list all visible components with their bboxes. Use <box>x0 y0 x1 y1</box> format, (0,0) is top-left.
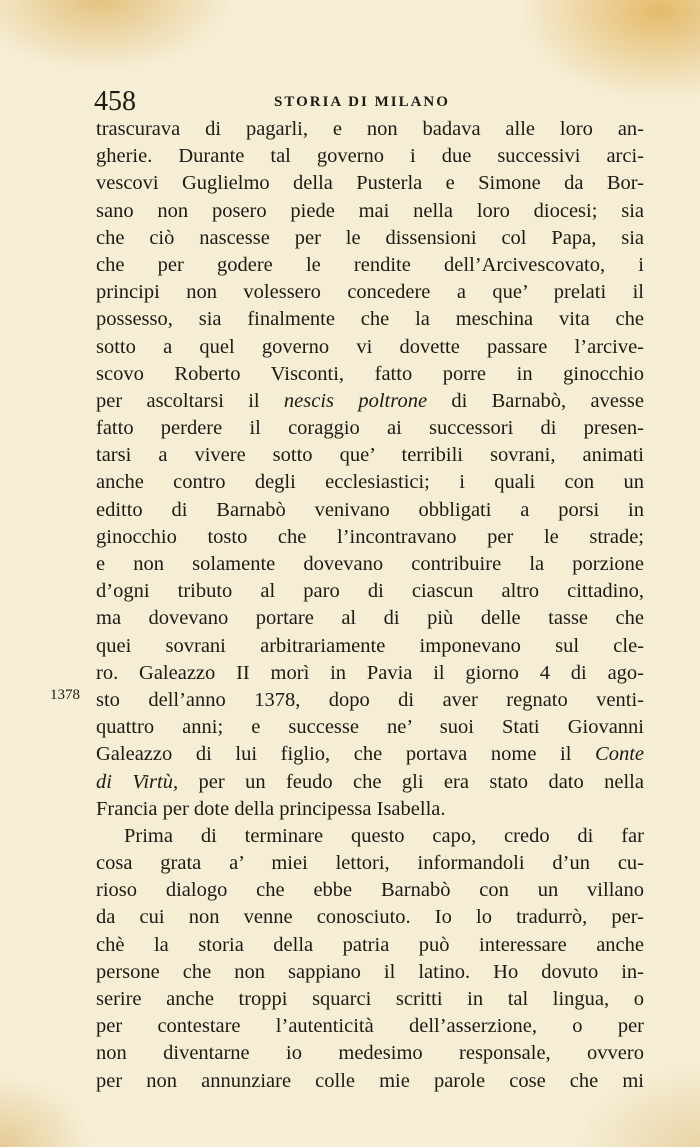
running-title: STORIA DI MILANO <box>274 94 450 110</box>
text-line <box>96 932 644 959</box>
text-line <box>96 551 644 578</box>
text-segment: cosa grata a’ miei lettori, informandoli d’un cu- <box>96 852 644 875</box>
italic-text: nescis poltrone <box>283 389 428 412</box>
text-line <box>96 497 644 524</box>
text-segment: che ciò nascesse per le dissensioni col Papa, sia <box>96 226 644 249</box>
text-line <box>96 578 644 605</box>
text-segment: per non annunziare colle mie parole cose che mi <box>96 1069 644 1092</box>
text-line <box>96 143 644 170</box>
text-line <box>96 415 644 442</box>
text-line <box>96 741 644 768</box>
text-segment: d’ogni tributo al paro di ciascun altro cittadino, <box>96 580 644 603</box>
text-line <box>96 306 644 333</box>
text-segment: per ascoltarsi il <box>96 389 284 412</box>
text-segment: persone che non sappiano il latino. Ho dovuto in- <box>96 960 644 983</box>
text-segment: sto dell’anno 1378, dopo di aver regnato venti- <box>96 688 644 711</box>
text-segment: editto di Barnabò venivano obbligati a porsi in <box>96 498 644 521</box>
italic-text: di Virtù, <box>96 770 179 793</box>
text-line <box>96 714 644 741</box>
text-line <box>96 769 644 796</box>
page-number: 458 <box>94 86 136 117</box>
text-segment: chè la storia della patria può interessare anche <box>96 933 644 956</box>
text-segment: serire anche troppi squarci scritti in tal lingua, o <box>96 988 644 1010</box>
text-line <box>96 252 644 279</box>
text-line <box>96 198 644 225</box>
text-segment: Francia per dote della principessa Isabella. <box>96 797 446 820</box>
text-segment: ginocchio tosto che l’incontravano per le strade; <box>96 525 644 548</box>
text-line <box>96 796 644 823</box>
text-line <box>96 904 644 931</box>
text-line <box>96 850 644 877</box>
text-line <box>96 279 644 306</box>
text-line <box>96 524 644 551</box>
text-segment: gherie. Durante tal governo i due successivi arci- <box>96 145 644 168</box>
text-line <box>96 225 644 252</box>
text-line <box>96 1068 644 1095</box>
text-line <box>96 442 644 469</box>
text-line <box>96 986 644 1013</box>
text-segment: sotto a quel governo vi dovette passare l’arcive- <box>96 335 644 358</box>
text-segment: vescovi Guglielmo della Pusterla e Simone da Bor- <box>96 172 644 195</box>
text-segment: sano non posero piede mai nella loro diocesi; sia <box>96 199 644 222</box>
text-line <box>96 1040 644 1067</box>
text-line <box>96 687 644 714</box>
text-segment: rioso dialogo che ebbe Barnabò con un villano <box>96 879 644 902</box>
italic-text: Conte <box>595 743 644 766</box>
text-line <box>96 334 644 361</box>
text-line <box>96 877 644 904</box>
text-line <box>96 469 644 496</box>
body-text <box>96 116 644 1095</box>
text-line <box>96 388 644 415</box>
text-segment: Prima di terminare questo capo, credo di far <box>124 824 644 847</box>
text-segment: per un feudo che gli era stato dato nella <box>178 770 644 793</box>
text-line <box>96 170 644 197</box>
text-segment: ma dovevano portare al di più delle tasse che <box>96 607 644 630</box>
text-line <box>96 605 644 632</box>
text-segment: Galeazzo di lui figlio, che portava nome il <box>96 743 596 766</box>
page-header <box>94 86 646 118</box>
text-segment: principi non volessero concedere a que’ prelati il <box>96 281 644 304</box>
text-segment: da cui non venne conosciuto. Io lo tradurrò, per- <box>96 906 644 929</box>
text-segment: trascurava di pagarli, e non badava alle loro an- <box>96 118 644 140</box>
text-line <box>96 633 644 660</box>
text-segment: possesso, sia finalmente che la meschina vita che <box>96 308 644 331</box>
text-segment: non diventarne io medesimo responsale, ovvero <box>96 1042 644 1065</box>
text-line <box>96 823 644 850</box>
text-line <box>96 660 644 687</box>
text-segment: di Barnabò, avesse <box>427 389 644 412</box>
text-segment: e non solamente dovevano contribuire la porzione <box>96 553 644 575</box>
text-segment: ro. Galeazzo II morì in Pavia il giorno 4 di ago- <box>96 661 644 684</box>
text-line <box>96 116 644 143</box>
text-segment: quei sovrani arbitrariamente imponevano sul cle- <box>96 634 644 657</box>
text-line <box>96 361 644 388</box>
text-segment: tarsi a vivere sotto que’ terribili sovrani, animati <box>96 444 644 467</box>
text-segment: quattro anni; e successe ne’ suoi Stati Giovanni <box>96 716 644 739</box>
text-line <box>96 1013 644 1040</box>
text-segment: per contestare l’autenticità dell’asserzione, o per <box>96 1015 644 1038</box>
text-line <box>96 959 644 986</box>
text-segment: fatto perdere il coraggio ai successori di presen- <box>96 417 644 440</box>
margin-year-note: 1378 <box>50 687 80 703</box>
text-segment: anche contro degli ecclesiastici; i quali con un <box>96 471 644 494</box>
text-segment: che per godere le rendite dell’Arcivescovato, i <box>96 253 644 276</box>
text-segment: scovo Roberto Visconti, fatto porre in ginocchio <box>96 362 644 385</box>
